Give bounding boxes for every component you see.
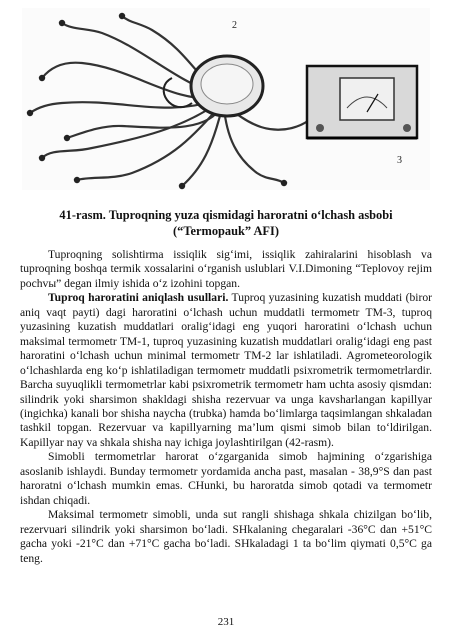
paragraph-3: [20, 450, 432, 508]
caption-line-1: 41-rasm. Tuproqning yuza qismidagi haroratni o‘lchash asbobi: [59, 208, 393, 222]
page-number: 231: [217, 616, 235, 628]
figure-label-3: 3: [397, 155, 402, 166]
figure-label-2: 2: [232, 20, 237, 31]
paragraph-3-text: Simobli termometrlar harorat o‘zgarganida simob hajmining o‘zgarishiga asoslanib ishlaydi. Bunday termometr yordamida ancha past, masalan - 38,9°S dan past haroratni o‘lchash mumkin emas. CHunki, bu haroratda simob qotadi va termometr ishdan chiqadi.: [20, 450, 432, 507]
paragraph-2-text: Tuproq yuzasining kuzatish muddati (biror aniq vaqt payti) dagi haroratini o‘lchash uchun muddatli termometr TM-3, tuproq yuzasining kuzatish muddatlari oralig‘idagi eng yuqori haroratini o‘lchash uchun maksimal termometr TM-1, tuproq yuzasining kuzatish muddatlari oralig‘idagi eng past haroratini o‘lchash uchun minimal termometr TM-2 lar ishlatiladi. Agrometeorologik o‘lchashlarda eng ko‘p ishlatiladigan termometr muddatli psixrometrik termometrlardir. Barcha suyuqlikli termometrlar kabi psixrometrik termometr ham uchta asosiy qismdan: silindrik yoki sharsimon shakldagi shisha rezervuar va unga kavsharlangan kapillyar (ingichka) kanali bor shisha naycha (trubka) hamda bo‘limlarga taqsimlangan shkaladan tashkil topgan. Rezervuar va kapillyarning ma’lum qismi simob bilan to‘ldirilgan. Kapillyar nay va shkala shisha nay ichiga joylashtirilgan (42-rasm).: [20, 291, 433, 449]
termopauk-photo: [22, 8, 430, 190]
paragraph-4: [20, 508, 432, 566]
paragraph-2: [20, 291, 432, 450]
figure-termopauk: [22, 8, 430, 190]
paragraph-1-text: Tuproqning solishtirma issiqlik sig‘imi, issiqlik zahiralarini hisoblash va tuproqning boshqa termik xossalarini o‘rganish uslublari V.I.Dimoning “Teplovoy rejim pochvы” degan ilmiy ishida o‘z izohini topgan.: [20, 248, 432, 290]
paragraph-4-text: Maksimal termometr simobli, unda sut rangli shishaga shkala chizilgan bo‘lib, rezervuari silindrik yoki sharsimon bo‘ladi. SHkalaning chegaralari -36°C dan +51°C gacha yoki -21°C dan +71°C gacha bo‘ladi. SHkaladagi 1 ta bo‘lim qiymati 0,5°C ga teng.: [20, 508, 432, 565]
body-text: [20, 248, 432, 566]
section-heading: Tuproq haroratini aniqlash usullari.: [48, 291, 229, 305]
paragraph-1: [20, 248, 432, 291]
figure-caption: [20, 207, 432, 239]
caption-line-2: (“Termopauk” AFI): [173, 224, 279, 238]
